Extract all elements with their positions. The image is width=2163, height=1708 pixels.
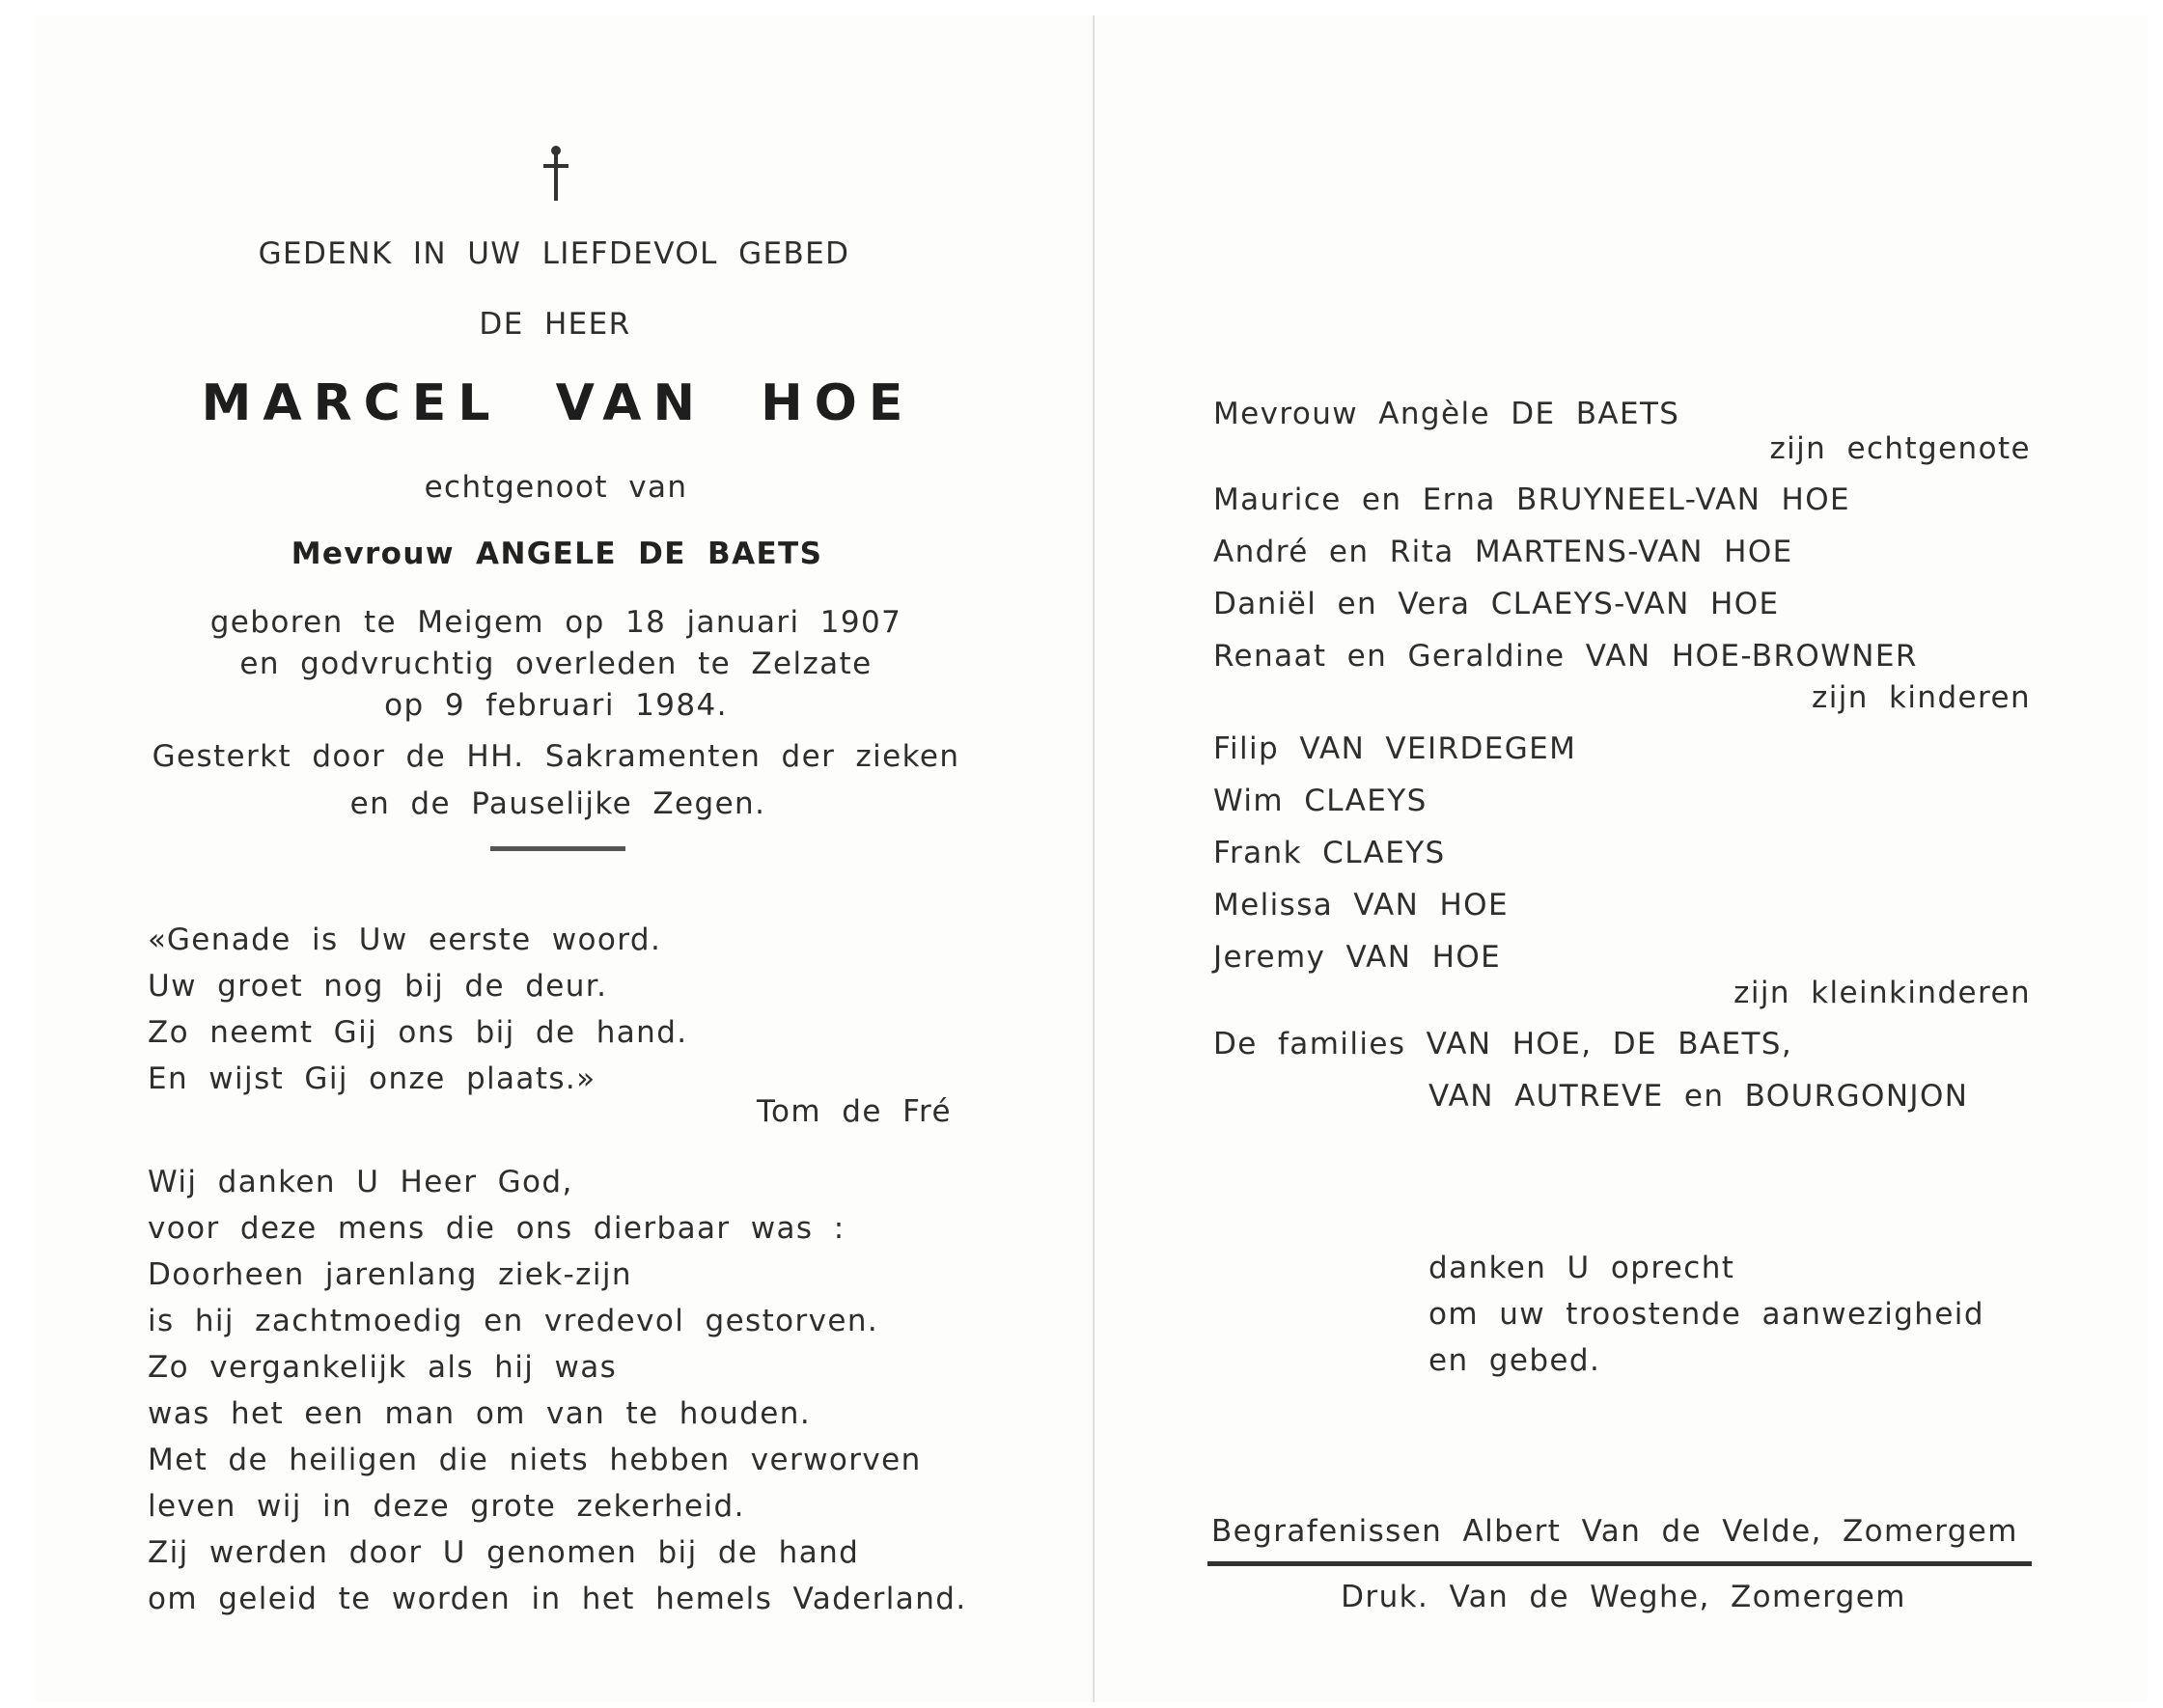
blessing-line: en de Pauselijke Zegen. (349, 786, 766, 821)
grandchild-entry: Filip VAN VEIRDEGEM (1213, 731, 1577, 766)
footer-rule (1207, 1561, 2032, 1566)
poem-author: Tom de Fré (756, 1094, 952, 1129)
prayer-line: Zo vergankelijk als hij was (148, 1350, 618, 1385)
death-line: en godvruchtig overleden te Zelzate (239, 647, 873, 681)
poem-line: «Genade is Uw eerste woord. (148, 923, 662, 957)
header-text: GEDENK IN UW LIEFDEVOL GEBED (258, 236, 850, 271)
birth-line: geboren te Meigem op 18 januari 1907 (209, 605, 902, 640)
poem-line: Zo neemt Gij ons bij de hand. (148, 1015, 688, 1050)
spouse-name: Mevrouw ANGELE DE BAETS (291, 537, 823, 571)
cross-icon (554, 149, 558, 201)
prayer-line: Met de heiligen die niets hebben verworven (148, 1443, 922, 1477)
child-entry: Daniël en Vera CLAEYS-VAN HOE (1213, 587, 1780, 621)
printer-credit: Druk. Van de Weghe, Zomergem (1341, 1580, 1906, 1614)
grandchild-entry: Wim CLAEYS (1213, 784, 1428, 818)
prayer-line: Wij danken U Heer God, (148, 1165, 573, 1199)
grandchild-entry: Frank CLAEYS (1213, 836, 1446, 870)
widow-role: zijn echtgenote (1769, 431, 2031, 466)
prayer-line: Doorheen jarenlang ziek-zijn (148, 1257, 632, 1292)
widow-name: Mevrouw Angèle DE BAETS (1213, 397, 1680, 431)
sacraments-line: Gesterkt door de HH. Sakramenten der zieken (152, 739, 960, 774)
thanks-line: om uw troostende aanwezigheid (1428, 1297, 1984, 1332)
families-line: De families VAN HOE, DE BAETS, (1213, 1027, 1793, 1061)
grandchildren-role: zijn kleinkinderen (1733, 976, 2031, 1010)
title-prefix: DE HEER (479, 307, 631, 342)
prayer-line: is hij zachtmoedig en vredevol gestorven. (148, 1304, 879, 1338)
spouse-intro: echtgenoot van (424, 470, 688, 505)
families-line: VAN AUTREVE en BOURGONJON (1428, 1079, 1969, 1114)
poem-line: En wijst Gij onze plaats.» (148, 1061, 596, 1096)
thanks-line: en gebed. (1428, 1343, 1601, 1378)
children-role: zijn kinderen (1812, 680, 2031, 715)
poem-line: Uw groet nog bij de deur. (148, 969, 608, 1004)
prayer-line: was het een man om van te houden. (148, 1396, 812, 1431)
prayer-line: leven wij in deze grote zekerheid. (148, 1489, 745, 1524)
thanks-line: danken U oprecht (1428, 1251, 1735, 1285)
child-entry: André en Rita MARTENS-VAN HOE (1213, 535, 1793, 569)
divider-rule (490, 846, 625, 851)
prayer-line: om geleid te worden in het hemels Vaderland. (148, 1582, 967, 1616)
death-date-line: op 9 februari 1984. (384, 688, 728, 723)
child-entry: Renaat en Geraldine VAN HOE-BROWNER (1213, 639, 1918, 674)
prayer-line: voor deze mens die ons dierbaar was : (148, 1211, 846, 1246)
funeral-home-credit: Begrafenissen Albert Van de Velde, Zomergem (1211, 1514, 2018, 1549)
grandchild-entry: Melissa VAN HOE (1213, 888, 1509, 923)
prayer-line: Zij werden door U genomen bij de hand (148, 1535, 860, 1570)
child-entry: Maurice en Erna BRUYNEEL-VAN HOE (1213, 482, 1851, 517)
deceased-name: MARCEL VAN HOE (201, 374, 915, 432)
grandchild-entry: Jeremy VAN HOE (1213, 940, 1502, 975)
